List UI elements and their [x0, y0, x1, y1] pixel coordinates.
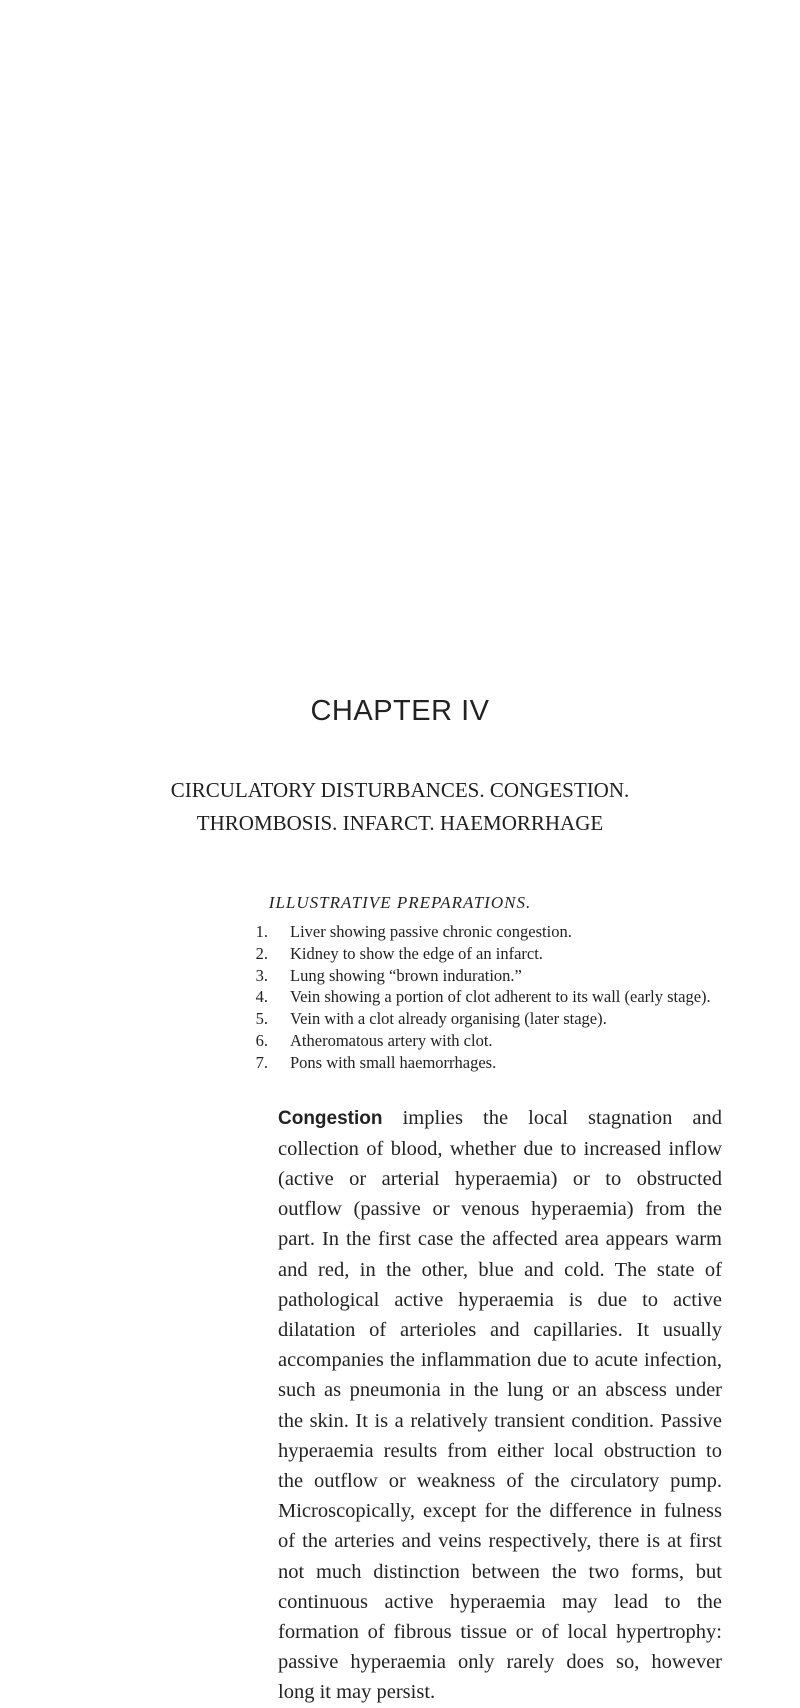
item-number: 4. [255, 987, 268, 1007]
item-number: 5. [255, 1009, 268, 1029]
list-item [0, 1030, 800, 1052]
chapter-heading: CHAPTER IV [310, 695, 490, 727]
item-number: 6. [255, 1030, 268, 1050]
item-text: Vein with a clot already organising (later stage). [290, 1009, 607, 1029]
lead-word: Congestion [278, 1107, 383, 1129]
item-text: Lung showing “brown induration.” [290, 965, 522, 985]
list-item [0, 1052, 800, 1074]
item-text: Atheromatous artery with clot. [290, 1030, 493, 1050]
item-number: 3. [255, 965, 268, 985]
item-number: 1. [255, 922, 268, 941]
list-item [0, 921, 800, 943]
preparations-heading: ILLUSTRATIVE PREPARATIONS. [268, 893, 532, 912]
chapter-title-line: CIRCULATORY DISTURBANCES. CONGESTION. [170, 778, 630, 802]
body-paragraph [278, 1103, 722, 1708]
chapter-title-line: THROMBOSIS. INFARCT. HAEMORRHAGE [196, 811, 604, 835]
list-item [0, 943, 800, 965]
item-number: 7. [255, 1052, 268, 1072]
item-text: Vein showing a portion of clot adherent to its wall (early stage). [290, 987, 711, 1007]
item-text: Liver showing passive chronic congestion. [290, 922, 572, 941]
chapter-title [0, 776, 800, 842]
paragraph-text: implies the local stagnation and collection of blood, whether due to increased inflow (active or arterial hyperaemia) or to obstructed outflow (passive or venous hyperaemia) from the part. In the first case the affected area appears warm and red, in the other, blue and cold. The state of pathological active hyperaemia is due to active dilatation of arterioles and capillaries. It usually accompanies the inflammation due to acute infection, such as pneumonia in the lung or an abscess under the skin. It is a relatively transient condition. Passive hyperaemia results from either local obstruction to the outflow or weakness of the circulatory pump. Microscopically, except for the difference in fulness of the arteries and veins respectively, there is at first not much distinction between the two forms, but continuous active hyperaemia may lead to the formation of fibrous tissue or of local hypertrophy: passive hyperaemia only rarely does so, however long it may persist. [278, 1106, 722, 1704]
list-item [0, 1008, 800, 1030]
item-text: Kidney to show the edge of an infarct. [290, 943, 543, 963]
preparations-list [0, 921, 800, 1074]
list-item [0, 965, 800, 987]
item-text: Pons with small haemorrhages. [290, 1052, 497, 1072]
item-number: 2. [255, 943, 268, 963]
list-item [0, 986, 800, 1008]
